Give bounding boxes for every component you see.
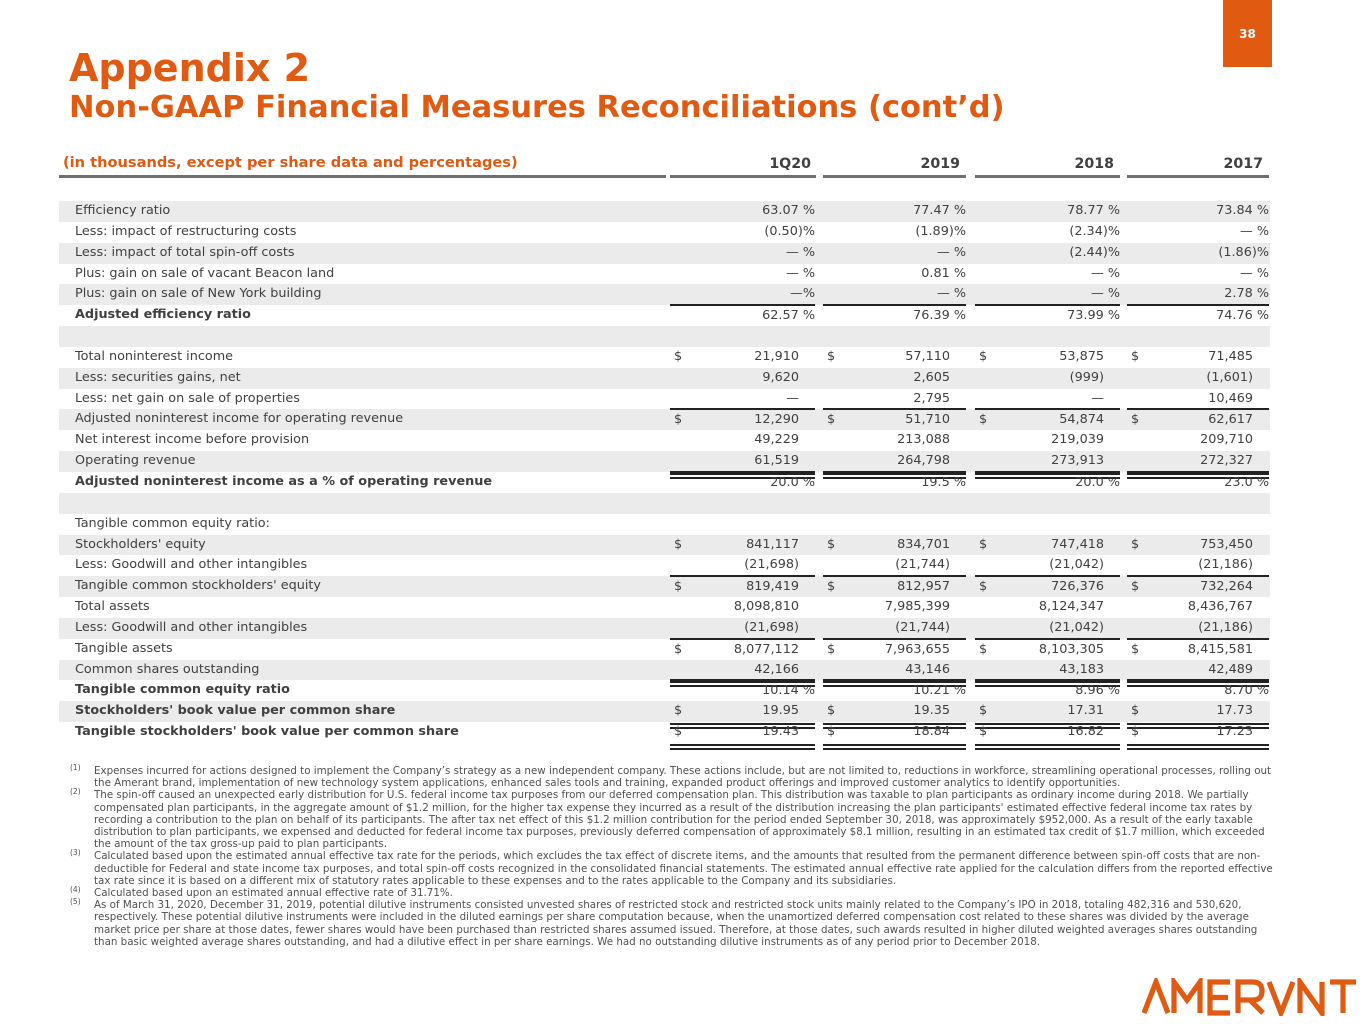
table-row <box>59 243 1270 264</box>
row-label: Adjusted efficiency ratio <box>75 307 251 323</box>
value-cell-2018 <box>975 575 1120 598</box>
table-row <box>59 264 1270 285</box>
value-cell-1q20 <box>670 555 815 576</box>
page-number: 38 <box>1239 26 1256 41</box>
cell-value: 19.5 % <box>921 474 966 490</box>
value-cell-2018 <box>975 222 1120 243</box>
footnote-text: Calculated based upon an estimated annual effective rate of 31.71%. <box>94 887 453 900</box>
value-cell-2018 <box>975 555 1120 576</box>
cell-value: 8.96 % <box>1075 683 1120 699</box>
cell-value: — % <box>1239 223 1269 239</box>
value-cell-1q20 <box>670 451 815 472</box>
cell-value: 8,098,810 <box>733 599 799 615</box>
value-cell-2019 <box>823 575 966 598</box>
currency-symbol: $ <box>827 412 836 428</box>
value-cell-2018 <box>975 535 1120 556</box>
cell-value: 42,489 <box>1208 661 1253 677</box>
value-cell-2017 <box>1127 222 1269 243</box>
cell-value: 9,620 <box>762 369 799 385</box>
value-cell-2019 <box>823 638 966 661</box>
footnote <box>70 899 1280 948</box>
value-cell-1q20 <box>670 243 815 264</box>
value-cell-2018 <box>975 408 1120 431</box>
cell-value: (2.34)% <box>1069 223 1120 239</box>
value-cell-2019 <box>823 451 966 472</box>
value-cell-2018 <box>975 679 1120 702</box>
value-cell-2017 <box>1127 451 1269 472</box>
table-row <box>59 305 1270 326</box>
cell-value: — % <box>785 244 815 260</box>
value-cell-1q20 <box>670 201 815 222</box>
page-number-badge <box>1223 0 1272 67</box>
value-cell-2018 <box>975 618 1120 639</box>
page-subtitle: Non-GAAP Financial Measures Reconciliations (cont’d) <box>69 90 1005 125</box>
value-cell-2017 <box>1127 264 1269 285</box>
currency-symbol: $ <box>979 536 988 552</box>
cell-value: 53,875 <box>1059 348 1104 364</box>
cell-value: — % <box>1090 265 1120 281</box>
cell-value: 12,290 <box>754 412 799 428</box>
value-cell-2017 <box>1127 201 1269 222</box>
footnote-text: Expenses incurred for actions designed to implement the Company’s strategy as a new independent company. These actions include, but are not limited to, reductions in workforce, streamlining operational processes, rolling out the Amerant brand, implementation of new technology system applications, enhanced sales tools and training, expanded product offerings and improved customer analytics to identify opportunities. <box>94 765 1272 790</box>
cell-value: — % <box>1239 265 1269 281</box>
cell-value: (999) <box>1069 369 1104 385</box>
row-label: Adjusted noninterest income as a % of operating revenue <box>75 473 493 489</box>
value-cell-2017 <box>1127 660 1269 681</box>
cell-value: 73.84 % <box>1216 203 1269 218</box>
value-cell-1q20 <box>670 618 815 639</box>
value-cell-2017 <box>1127 471 1269 494</box>
cell-value: 812,957 <box>897 579 950 595</box>
cell-value: 819,419 <box>746 579 799 595</box>
value-cell-1q20 <box>670 679 815 702</box>
cell-value: 753,450 <box>1200 536 1253 552</box>
table-row <box>59 576 1270 597</box>
table-row <box>59 284 1270 305</box>
value-cell-1q20 <box>670 471 815 494</box>
value-cell-1q20 <box>670 660 815 681</box>
value-cell-2018 <box>975 701 1120 722</box>
currency-symbol: $ <box>827 348 836 364</box>
table-row <box>59 535 1270 556</box>
row-label: Less: Goodwill and other intangibles <box>75 557 308 573</box>
header-rule-2019 <box>823 175 966 178</box>
row-label: Total assets <box>75 599 150 615</box>
value-cell-2019 <box>823 264 966 285</box>
cell-value: 264,798 <box>897 453 950 469</box>
value-cell-2018 <box>975 430 1120 451</box>
value-cell-1q20 <box>670 284 815 305</box>
cell-value: 7,963,655 <box>884 641 950 657</box>
currency-symbol: $ <box>674 579 683 595</box>
currency-symbol: $ <box>827 703 836 719</box>
cell-value: (1.86)% <box>1218 244 1269 260</box>
value-cell-2019 <box>823 284 966 305</box>
table-row <box>59 555 1270 576</box>
value-cell-2018 <box>975 347 1120 368</box>
currency-symbol: $ <box>827 641 836 657</box>
cell-value: (21,042) <box>1049 619 1104 635</box>
cell-value: (21,042) <box>1049 557 1104 573</box>
cell-value: 77.47 % <box>913 203 966 218</box>
cell-value: 219,039 <box>1051 432 1104 448</box>
cell-value: 43,183 <box>1059 661 1104 677</box>
cell-value: — <box>786 390 799 406</box>
table-row <box>59 618 1270 639</box>
currency-symbol: $ <box>1131 724 1140 740</box>
cell-value: 20.0 % <box>1075 474 1120 490</box>
value-cell-2019 <box>823 430 966 451</box>
cell-value: 19.95 <box>762 703 799 719</box>
cell-value: 726,376 <box>1051 579 1104 595</box>
cell-value: 54,874 <box>1059 412 1104 428</box>
footnote-text: As of March 31, 2020, December 31, 2019, potential dilutive instruments consisted unvested shares of restricted stock and restricted stock units mainly related to the Company’s IPO in 2018, totaling 482,316 and 530,620, respectively. These potential dilutive instruments were included in the diluted earnings per share computation because, when the unamortized deferred compensation cost related to these shares was divided by the average market price per share at those dates, fewer shares would have been purchased than restricted shares assumed issued. Therefore, at those dates, such awards resulted in higher diluted weighted averages shares outstanding than basic weighted average shares outstanding, and had a dilutive effect in per share earnings. We had no outstanding dilutive instruments as of any period prior to December 2018. <box>94 899 1258 948</box>
row-label: Tangible stockholders' book value per common share <box>75 724 459 740</box>
table-row <box>59 722 1270 743</box>
value-cell-1q20 <box>670 389 815 410</box>
table-row <box>59 368 1270 389</box>
cell-value: 71,485 <box>1208 348 1253 364</box>
cell-value: (21,698) <box>744 619 799 635</box>
value-cell-2018 <box>975 284 1120 305</box>
cell-value: 63.07 % <box>762 203 815 218</box>
cell-value: 7,985,399 <box>884 599 950 615</box>
table-row <box>59 430 1270 451</box>
table-row <box>59 451 1270 472</box>
value-cell-2019 <box>823 555 966 576</box>
cell-value: — % <box>1090 286 1120 302</box>
row-label: Less: impact of total spin-off costs <box>75 244 295 260</box>
value-cell-2018 <box>975 722 1120 743</box>
cell-value: 73.99 % <box>1067 308 1120 324</box>
value-cell-2019 <box>823 535 966 556</box>
value-cell-2019 <box>823 701 966 722</box>
value-cell-2017 <box>1127 679 1269 702</box>
footnote <box>70 789 1280 850</box>
row-label: Plus: gain on sale of vacant Beacon land <box>75 265 335 281</box>
header-rule-2018 <box>975 175 1120 178</box>
cell-value: 62,617 <box>1208 412 1253 428</box>
value-cell-2019 <box>823 347 966 368</box>
cell-value: 10.21 % <box>913 683 966 699</box>
header-rule-label <box>59 175 666 178</box>
cell-value: 8.70 % <box>1224 683 1269 699</box>
cell-value: 74.76 % <box>1216 308 1269 324</box>
value-cell-2019 <box>823 471 966 494</box>
cell-value: (21,698) <box>744 557 799 573</box>
row-label: Stockholders' equity <box>75 536 206 552</box>
cell-value: 23.0 % <box>1224 474 1269 490</box>
value-cell-2017 <box>1127 618 1269 639</box>
value-cell-2017 <box>1127 368 1269 389</box>
table-row <box>59 597 1270 618</box>
footnote-text: Calculated based upon the estimated annual effective tax rate for the periods, which excludes the tax effect of discrete items, and the amounts that resulted from the permanent difference between spin-off costs that are non-deductible for Federal and state income tax purposes, and total spin-off costs recognized in the consolidated financial statements. The estimated annual effective rate applied for the calculation differs from the reported effective tax rate since it is based on a different mix of statutory rates applicable to these expenses and to the rates applicable to the Company and its subsidiaries. <box>94 850 1273 887</box>
currency-symbol: $ <box>979 412 988 428</box>
table-row <box>59 701 1270 722</box>
cell-value: (21,744) <box>895 619 950 635</box>
currency-symbol: $ <box>674 724 683 740</box>
cell-value: 10.14 % <box>762 683 815 699</box>
cell-value: (21,186) <box>1198 619 1253 635</box>
currency-symbol: $ <box>827 579 836 595</box>
value-cell-2018 <box>975 243 1120 264</box>
column-header-2019: 2019 <box>920 156 960 172</box>
value-cell-1q20 <box>670 575 815 598</box>
row-label: Plus: gain on sale of New York building <box>75 286 322 302</box>
currency-symbol: $ <box>979 724 988 740</box>
cell-value: — <box>1091 390 1104 406</box>
value-cell-2017 <box>1127 638 1269 661</box>
table-row <box>59 514 1270 535</box>
value-cell-2019 <box>823 389 966 410</box>
row-label: Tangible assets <box>75 640 173 656</box>
value-cell-2019 <box>823 597 966 618</box>
cell-value: (21,186) <box>1198 557 1253 573</box>
value-cell-2019 <box>823 660 966 681</box>
value-cell-2019 <box>823 722 966 743</box>
cell-value: 62.57 % <box>762 308 815 324</box>
cell-value: 8,077,112 <box>733 641 799 657</box>
footnote <box>70 887 1280 899</box>
value-cell-2018 <box>975 660 1120 681</box>
currency-symbol: $ <box>1131 536 1140 552</box>
value-cell-1q20 <box>670 701 815 722</box>
currency-symbol: $ <box>827 724 836 740</box>
value-cell-2017 <box>1127 722 1269 743</box>
cell-value: 272,327 <box>1200 453 1253 469</box>
currency-symbol: $ <box>674 348 683 364</box>
row-label: Less: securities gains, net <box>75 369 241 385</box>
cell-value: 8,415,581 <box>1187 641 1253 657</box>
cell-value: 17.73 <box>1216 703 1253 719</box>
column-header-2017: 2017 <box>1223 156 1263 172</box>
value-cell-2018 <box>975 638 1120 661</box>
table-row <box>59 639 1270 660</box>
cell-value: 76.39 % <box>913 308 966 324</box>
row-label: Common shares outstanding <box>75 661 260 677</box>
value-cell-2018 <box>975 264 1120 285</box>
value-cell-2017 <box>1127 408 1269 431</box>
amerant-logo-mark <box>1142 978 1356 1016</box>
cell-value: (0.50)% <box>764 223 815 239</box>
footnote-mark: (1) <box>70 763 81 772</box>
value-cell-1q20 <box>670 304 815 327</box>
cell-value: 42,166 <box>754 661 799 677</box>
cell-value: 213,088 <box>897 432 950 448</box>
cell-value: — % <box>785 265 815 281</box>
footnotes <box>70 765 1280 948</box>
value-cell-2018 <box>975 368 1120 389</box>
cell-value: — % <box>936 244 966 260</box>
row-label: Efficiency ratio <box>75 203 171 218</box>
currency-symbol: $ <box>1131 348 1140 364</box>
cell-value: 841,117 <box>746 536 799 552</box>
value-cell-2019 <box>823 243 966 264</box>
currency-symbol: $ <box>1131 703 1140 719</box>
units-note: (in thousands, except per share data and percentages) <box>63 154 518 171</box>
table-row <box>59 409 1270 430</box>
value-cell-1q20 <box>670 368 815 389</box>
currency-symbol: $ <box>674 703 683 719</box>
cell-value: 834,701 <box>897 536 950 552</box>
value-cell-2017 <box>1127 535 1269 556</box>
reconciliation-table <box>59 201 1270 743</box>
cell-value: 49,229 <box>754 432 799 448</box>
value-cell-2017 <box>1127 389 1269 410</box>
table-row <box>59 493 1270 514</box>
value-cell-1q20 <box>670 638 815 661</box>
currency-symbol: $ <box>1131 641 1140 657</box>
value-cell-2017 <box>1127 284 1269 305</box>
value-cell-2017 <box>1127 347 1269 368</box>
cell-value: 61,519 <box>754 453 799 469</box>
row-label: Stockholders' book value per common share <box>75 703 396 719</box>
cell-value: 20.0 % <box>770 474 815 490</box>
footnote-mark: (4) <box>70 885 81 895</box>
currency-symbol: $ <box>979 348 988 364</box>
table-row <box>59 389 1270 410</box>
cell-value: (1.89)% <box>915 223 966 239</box>
cell-value: 2,605 <box>913 369 950 385</box>
currency-symbol: $ <box>674 536 683 552</box>
table-row <box>59 201 1270 222</box>
cell-value: 273,913 <box>1051 453 1104 469</box>
value-cell-1q20 <box>670 347 815 368</box>
value-cell-2018 <box>975 451 1120 472</box>
value-cell-1q20 <box>670 535 815 556</box>
column-header-1q20: 1Q20 <box>769 156 811 172</box>
value-cell-2017 <box>1127 575 1269 598</box>
value-cell-2019 <box>823 304 966 327</box>
row-label: Less: net gain on sale of properties <box>75 390 300 406</box>
row-label: Less: Goodwill and other intangibles <box>75 619 308 635</box>
cell-value: — % <box>936 286 966 302</box>
table-row <box>59 472 1270 493</box>
cell-value: 78.77 % <box>1067 203 1120 218</box>
row-label: Less: impact of restructuring costs <box>75 223 297 239</box>
header-rule-1q20 <box>670 175 816 178</box>
row-label: Total noninterest income <box>75 348 234 364</box>
currency-symbol: $ <box>674 641 683 657</box>
value-cell-2018 <box>975 304 1120 327</box>
table-row <box>59 326 1270 347</box>
page-title: Appendix 2 <box>69 46 311 90</box>
value-cell-2019 <box>823 618 966 639</box>
cell-value: 17.23 <box>1216 724 1253 740</box>
cell-value: 10,469 <box>1208 390 1253 406</box>
value-cell-2017 <box>1127 243 1269 264</box>
value-cell-1q20 <box>670 430 815 451</box>
cell-value: 8,436,767 <box>1187 599 1253 615</box>
table-row <box>59 680 1270 701</box>
value-cell-2017 <box>1127 304 1269 327</box>
cell-value: 57,110 <box>905 348 950 364</box>
header-rule-2017 <box>1127 175 1269 178</box>
cell-value: 51,710 <box>905 412 950 428</box>
footnote <box>70 850 1280 887</box>
row-label: Operating revenue <box>75 453 196 469</box>
value-cell-1q20 <box>670 722 815 743</box>
cell-value: (21,744) <box>895 557 950 573</box>
footnote <box>70 765 1280 789</box>
cell-value: 732,264 <box>1200 579 1253 595</box>
cell-value: 43,146 <box>905 661 950 677</box>
cell-value: 21,910 <box>754 348 799 364</box>
cell-value: —% <box>790 286 815 302</box>
currency-symbol: $ <box>674 412 683 428</box>
cell-value: 2,795 <box>913 390 950 406</box>
value-cell-1q20 <box>670 597 815 618</box>
amerant-logo <box>1142 978 1356 1024</box>
currency-symbol: $ <box>1131 579 1140 595</box>
value-cell-2018 <box>975 201 1120 222</box>
cell-value: 16.82 <box>1067 724 1104 740</box>
table-row <box>59 222 1270 243</box>
value-cell-2017 <box>1127 430 1269 451</box>
currency-symbol: $ <box>979 703 988 719</box>
footnote-text: The spin-off caused an unexpected early distribution for U.S. federal income tax purposes from our deferred compensation plan. This distribution was taxable to plan participants as ordinary income during 2018. We partially compensated plan participants, in the aggregate amount of $1.2 million, for the higher tax expense they incurred as a result of the distribution increasing the plan participants' estimated effective federal income tax rates by recording a contribution to the plan on behalf of its participants. The after tax net effect of this $1.2 million contribution for the period ended September 30, 2018, was approximately $952,000. As a result of the early taxable distribution to plan participants, we expensed and deducted for federal income tax purposes, previously deferred compensation of approximately $8.1 million, resulting in an estimated tax credit of $1.7 million, which exceeded the amount of the tax gross-up paid to plan participants. <box>94 789 1265 851</box>
value-cell-2017 <box>1127 555 1269 576</box>
value-cell-2018 <box>975 597 1120 618</box>
cell-value: 19.35 <box>913 703 950 719</box>
value-cell-2018 <box>975 389 1120 410</box>
value-cell-1q20 <box>670 408 815 431</box>
cell-value: 2.78 % <box>1224 286 1269 302</box>
value-cell-1q20 <box>670 264 815 285</box>
currency-symbol: $ <box>979 641 988 657</box>
currency-symbol: $ <box>1131 412 1140 428</box>
value-cell-2019 <box>823 408 966 431</box>
cell-value: (1,601) <box>1206 369 1253 385</box>
currency-symbol: $ <box>979 579 988 595</box>
cell-value: 17.31 <box>1067 703 1104 719</box>
footnote-mark: (2) <box>70 787 81 797</box>
column-header-2018: 2018 <box>1074 156 1114 172</box>
cell-value: 8,103,305 <box>1038 641 1104 657</box>
value-cell-2017 <box>1127 597 1269 618</box>
cell-value: 18.84 <box>913 724 950 740</box>
row-label: Net interest income before provision <box>75 432 310 448</box>
value-cell-2017 <box>1127 701 1269 722</box>
cell-value: 747,418 <box>1051 536 1104 552</box>
row-label: Adjusted noninterest income for operating revenue <box>75 411 404 427</box>
row-label: Tangible common equity ratio: <box>75 515 270 531</box>
cell-value: 0.81 % <box>921 265 966 281</box>
cell-value: 19.43 <box>762 724 799 740</box>
value-cell-2019 <box>823 679 966 702</box>
value-cell-1q20 <box>670 222 815 243</box>
footnote-mark: (5) <box>70 897 81 907</box>
value-cell-2019 <box>823 368 966 389</box>
value-cell-2018 <box>975 471 1120 494</box>
value-cell-2019 <box>823 201 966 222</box>
table-row <box>59 660 1270 681</box>
row-label: Tangible common stockholders' equity <box>75 578 321 594</box>
row-label: Tangible common equity ratio <box>75 682 290 698</box>
cell-value: (2.44)% <box>1069 244 1120 260</box>
cell-value: 8,124,347 <box>1038 599 1104 615</box>
currency-symbol: $ <box>827 536 836 552</box>
footnote-mark: (3) <box>70 848 81 858</box>
value-cell-2019 <box>823 222 966 243</box>
table-row <box>59 347 1270 368</box>
cell-value: 209,710 <box>1200 432 1253 448</box>
